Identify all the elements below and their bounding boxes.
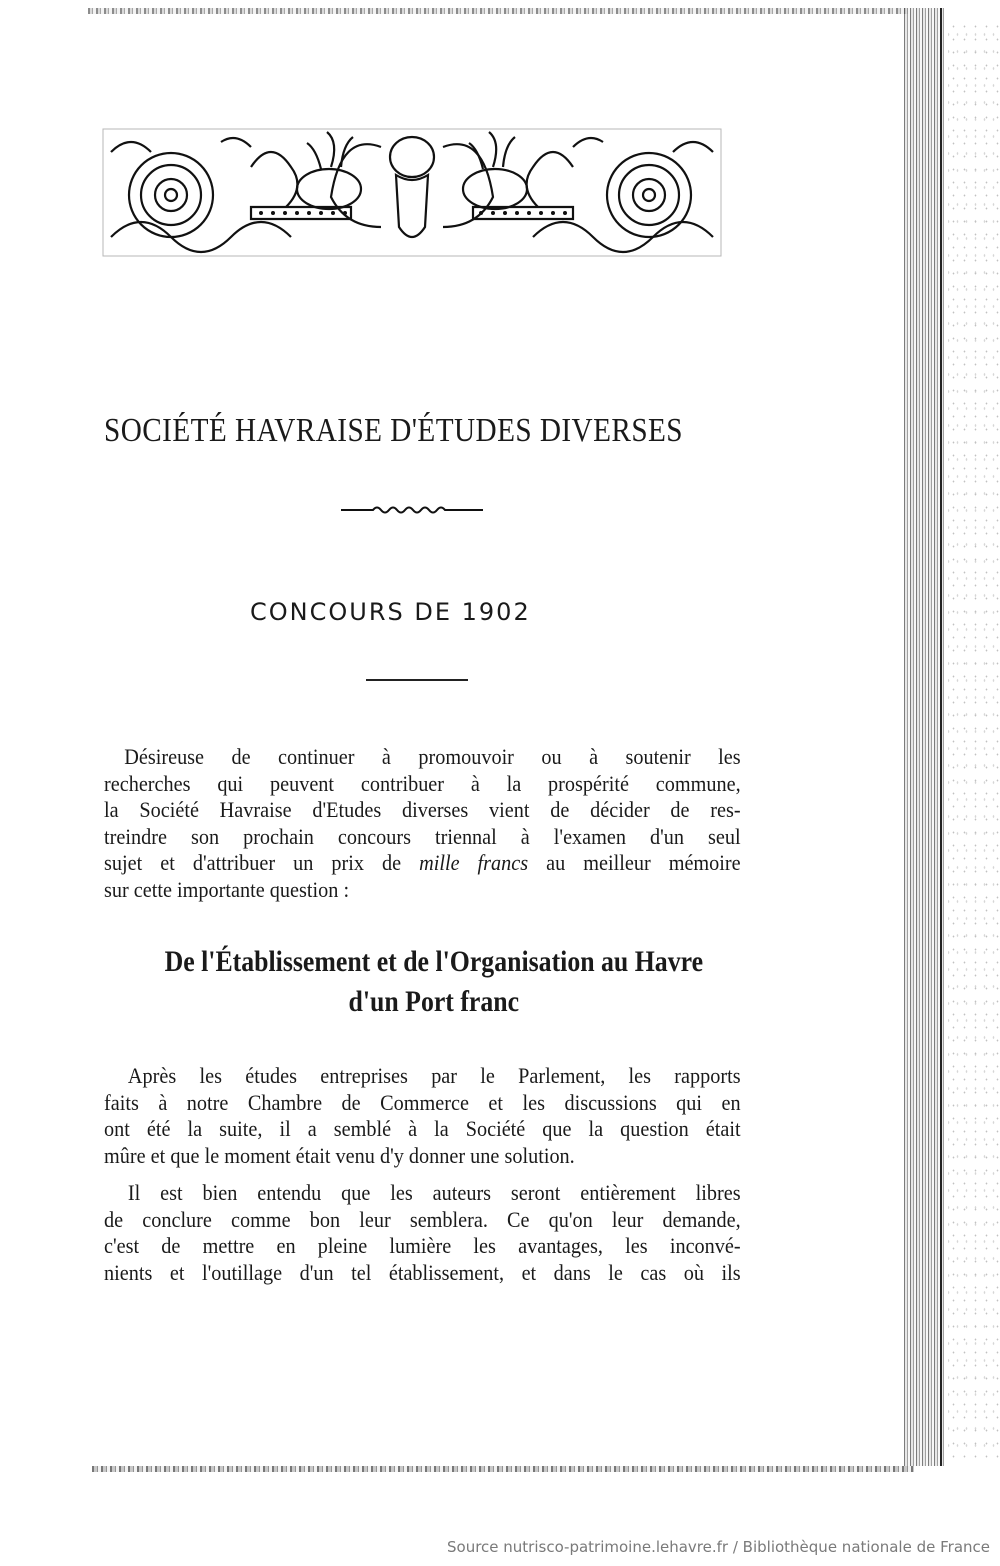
intro-line: Désireuse de continuer à promouvoir ou à soutenir les (124, 744, 741, 769)
source-credit: Source nutrisco-patrimoine.lehavre.fr / Bibliothèque nationale de France (447, 1538, 990, 1556)
page-stack-edge (904, 8, 944, 1466)
paragraph-2-line: mûre et que le moment était venu d'y donner une solution. (104, 1142, 575, 1168)
intro-line: sur cette importante question : (104, 876, 350, 902)
paragraph-3-line: de conclure comme bon leur semblera. Ce qu'on leur demande, (104, 1206, 741, 1232)
society-title: SOCIÉTÉ HAVRAISE D'ÉTUDES DIVERSES (104, 412, 683, 449)
paragraph-3-line: Il est bien entendu que les auteurs seront entièrement libres (127, 1180, 741, 1205)
page-stack-border (940, 8, 942, 1466)
paragraph-2 (104, 1063, 741, 1169)
page-bottom-edge (92, 1466, 914, 1472)
intro-paragraph (104, 744, 741, 903)
paragraph-3-line: c'est de mettre en pleine lumière les avantages, les inconvé- (104, 1233, 741, 1258)
scan-speckle (948, 20, 1000, 1460)
paragraph-2-line: faits à notre Chambre de Commerce et les discussions qui en (104, 1089, 741, 1115)
prize-amount: mille francs (419, 850, 529, 875)
subject-heading (104, 942, 764, 1022)
contest-title: CONCOURS DE 1902 (250, 598, 531, 626)
decorative-headpiece-icon (101, 127, 723, 258)
intro-line: la Société Havraise d'Etudes diverses vient de décider de res- (104, 797, 741, 822)
intro-line-with-emphasis (104, 850, 741, 877)
intro-line-before: sujet et d'attribuer un prix de (104, 850, 420, 875)
paragraph-3 (104, 1180, 741, 1286)
paragraph-2-line: Après les études entreprises par le Parlement, les rapports (127, 1063, 741, 1088)
subject-heading-line: De l'Établissement et de l'Organisation au Havre (164, 945, 704, 978)
intro-line: recherches qui peuvent contribuer à la prospérité commune, (104, 770, 741, 796)
section-rule (366, 679, 468, 681)
paragraph-3-line: nients et l'outillage d'un tel établissement, et dans le cas où ils (104, 1259, 741, 1285)
subject-heading-line: d'un Port franc (348, 985, 520, 1018)
intro-line-after: au meilleur mémoire (528, 850, 741, 875)
intro-line: treindre son prochain concours triennal à l'examen d'un seul (104, 823, 741, 849)
page-top-edge (88, 8, 908, 14)
paragraph-2-line: ont été la suite, il a semblé à la Société que la question était (104, 1116, 741, 1141)
wavy-flourish-divider-icon (341, 500, 483, 520)
